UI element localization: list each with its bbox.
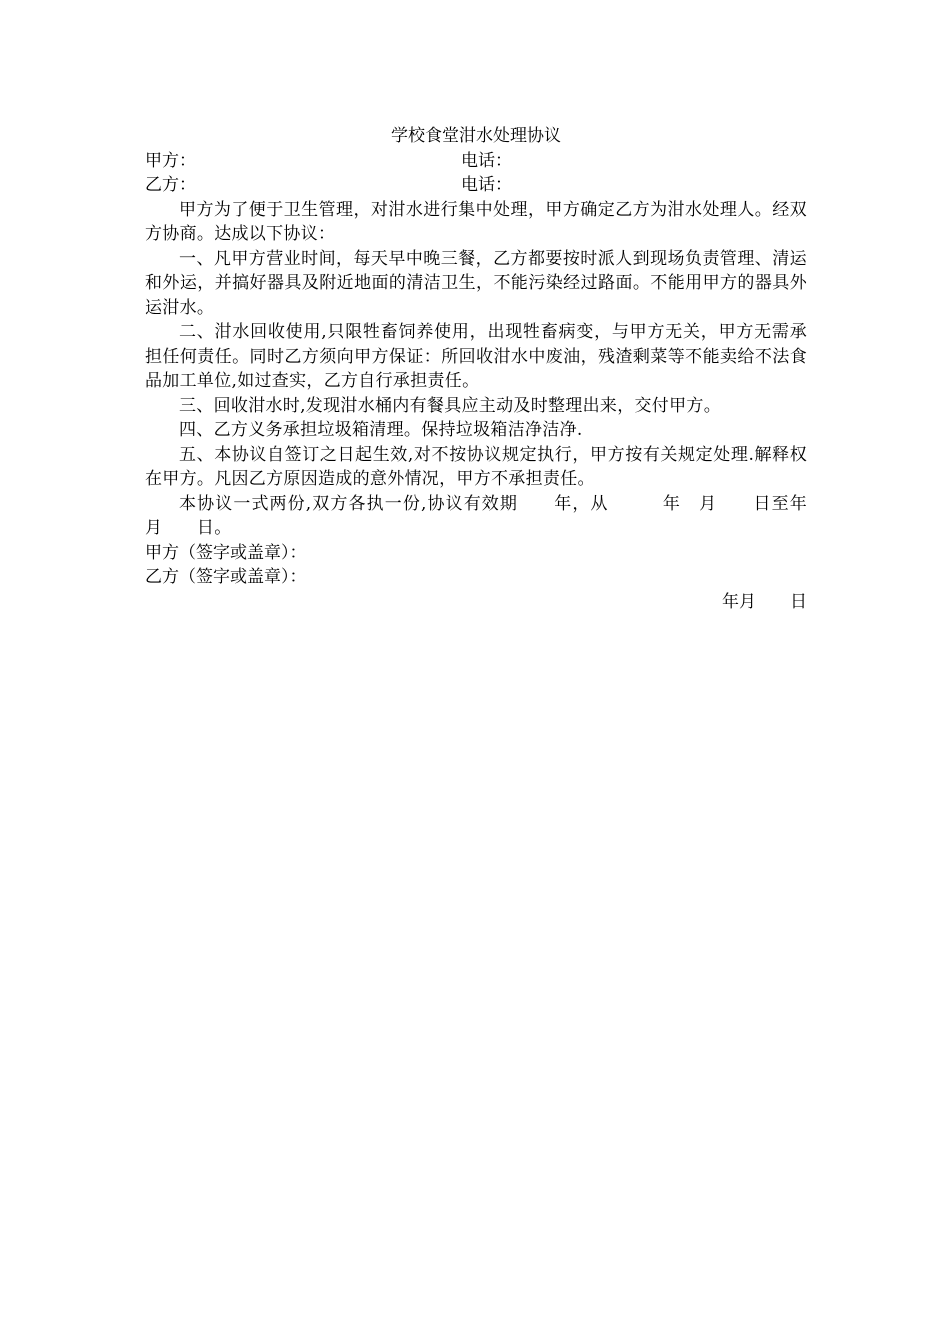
document-title: 学校食堂泔水处理协议: [391, 126, 561, 146]
clause-3: 三、回收泔水时,发现泔水桶内有餐具应主动及时整理出来，交付甲方。: [179, 395, 722, 416]
party-b-signature: 乙方（签字或盖章）：: [145, 567, 307, 587]
party-b-row: [145, 173, 807, 198]
party-a-phone-label: 电话：: [461, 150, 512, 171]
clause-4: 四、乙方义务承担垃圾箱清理。保持垃圾箱洁净洁净.: [179, 420, 583, 440]
clause-1: 一、凡甲方营业时间，每天早中晚三餐，乙方都要按时派人到现场负责管理、清运和外运，并搞好器具及附近地面的清洁卫生，不能污染经过路面。不能用甲方的器具外运泔水。: [145, 248, 807, 318]
party-a-row: [145, 149, 807, 174]
validity-paragraph: 本协议一式两份,双方各执一份,协议有效期 年，从 年 月 日至年 月 日。: [145, 493, 842, 538]
intro-paragraph: 甲方为了便于卫生管理，对泔水进行集中处理，甲方确定乙方为泔水处理人。经双方协商。达成以下协议：: [145, 199, 807, 244]
party-a-signature: 甲方（签字或盖章）：: [145, 542, 307, 563]
party-b-phone-label: 电话：: [461, 175, 512, 195]
party-a-label: 甲方：: [145, 150, 196, 171]
clause-2: 二、泔水回收使用,只限牲畜饲养使用，出现牲畜病变，与甲方无关，甲方无需承担任何责任。同时乙方须向甲方保证：所回收泔水中废油，残渣剩菜等不能卖给不法食品加工单位,如过查实，乙方自行承担责任。: [145, 322, 807, 391]
signature-date: 年月 日: [722, 591, 807, 612]
clause-5: 五、本协议自签订之日起生效,对不按协议规定执行，甲方按有关规定处理.解释权在甲方。凡因乙方原因造成的意外情况，甲方不承担责任。: [145, 444, 807, 489]
party-b-label: 乙方：: [145, 175, 196, 195]
agreement-document: [145, 124, 842, 614]
